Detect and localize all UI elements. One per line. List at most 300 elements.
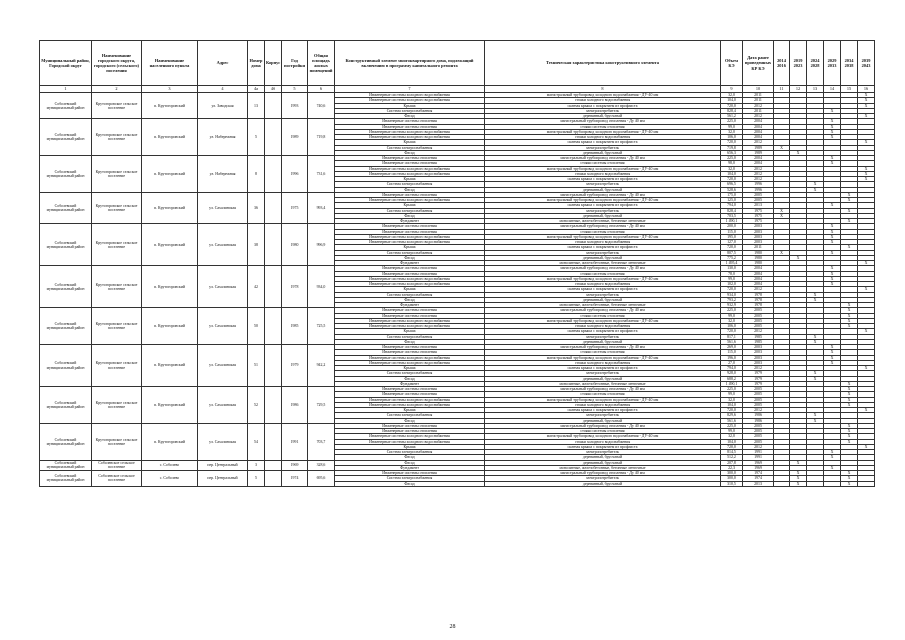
last-repair-cell: 1979 [743, 376, 774, 381]
column-number: 4 [198, 86, 248, 93]
last-repair-cell: 2005 [743, 392, 774, 397]
period-2024-cell: X [807, 182, 824, 187]
element-cell: Крыша [335, 177, 485, 182]
volume-cell: 720,0 [721, 329, 743, 334]
period-2039-cell: X [858, 166, 875, 171]
last-repair-cell: 2003 [743, 234, 774, 239]
characteristic-cell: монолитные, железобетонные, бетонные ленточные [485, 465, 721, 470]
corpus-cell [265, 308, 282, 345]
period-2034-cell: X [841, 387, 858, 392]
district-cell: Соболевский муниципальный район [40, 266, 92, 308]
last-repair-cell: 2012 [743, 329, 774, 334]
period-2029-cell: X [824, 129, 841, 134]
characteristic-cell: монолитные, железобетонные, бетонные ленточные [485, 381, 721, 386]
corpus-cell [265, 156, 282, 193]
element-cell: Фасад [335, 114, 485, 119]
element-cell: Инженерные системы отопления [335, 423, 485, 428]
volume-cell: 115,0 [721, 350, 743, 355]
characteristic-cell: скатная крыша с покрытием из профлиста [485, 177, 721, 182]
volume-cell: 696,5 [721, 182, 743, 187]
characteristic-cell: электропотребитель [485, 145, 721, 150]
period-2029-cell: X [824, 161, 841, 166]
house-number-cell: 54 [248, 423, 265, 460]
volume-cell: 928,0 [721, 371, 743, 376]
last-repair-cell: 2003 [743, 229, 774, 234]
period-2019-cell: X [790, 481, 807, 486]
characteristic-cell: деревянный, брусчатый [485, 187, 721, 192]
characteristic-cell: электропотребитель [485, 371, 721, 376]
element-cell: Инженерные системы отопления [335, 119, 485, 124]
element-cell: Инженерные системы холодного водоснабжения [335, 135, 485, 140]
district-cell: Соболевский муниципальный район [40, 423, 92, 460]
element-cell: Фасад [335, 255, 485, 260]
settlement-cell: Крутогоровское сельское поселение [92, 308, 142, 345]
period-2024-cell: X [807, 418, 824, 423]
corpus-cell [265, 192, 282, 224]
last-repair-cell: 2012 [743, 287, 774, 292]
volume-cell: 703,5 [721, 213, 743, 218]
characteristic-cell: скатная крыша с покрытием из профлиста [485, 203, 721, 208]
element-cell: Фундамент [335, 381, 485, 386]
characteristic-cell: электропотребитель [485, 334, 721, 339]
characteristic-cell: монолитные, железобетонные, бетонные ленточные [485, 219, 721, 224]
element-cell: Фасад [335, 376, 485, 381]
characteristic-cell: магистральный трубопровод отопления - Ду 40 мм [485, 387, 721, 392]
period-2024-cell: X [807, 292, 824, 297]
last-repair-cell: 1974 [743, 471, 774, 476]
period-2039-cell: X [858, 366, 875, 371]
locality-cell: п. Крутогоровский [142, 224, 198, 266]
period-2029-cell: X [824, 240, 841, 245]
characteristic-cell: стояки холодного водоснабжения [485, 360, 721, 365]
period-2034-cell: X [841, 476, 858, 481]
characteristic-cell: скатная крыша с покрытием из профлиста [485, 366, 721, 371]
column-number: 13 [807, 86, 824, 93]
volume-cell: 814,5 [721, 450, 743, 455]
period-2034-cell: X [841, 397, 858, 402]
last-repair-cell: 1986 [743, 418, 774, 423]
characteristic-cell: деревянный, брусчатый [485, 481, 721, 486]
last-repair-cell: 2011 [743, 108, 774, 113]
period-2029-cell: X [824, 234, 841, 239]
element-cell: Инженерные системы отопления [335, 308, 485, 313]
last-repair-cell: 1969 [743, 465, 774, 470]
element-cell: Фасад [335, 455, 485, 460]
district-cell: Соболевский муниципальный район [40, 224, 92, 266]
last-repair-cell: 2005 [743, 308, 774, 313]
column-number: 5 [282, 86, 308, 93]
volume-cell: 32,0 [721, 434, 743, 439]
volume-cell: 225,0 [721, 387, 743, 392]
element-cell: Инженерные системы холодного водоснабжения [335, 360, 485, 365]
volume-cell: 104,0 [721, 402, 743, 407]
characteristic-cell: стояки холодного водоснабжения [485, 402, 721, 407]
last-repair-cell: 2004 [743, 161, 774, 166]
characteristic-cell: электропотребитель [485, 292, 721, 297]
volume-cell: 99,0 [721, 276, 743, 281]
period-2034-cell: X [841, 402, 858, 407]
settlement-cell: Крутогоровское сельское поселение [92, 156, 142, 193]
program-table-sheet [39, 40, 874, 487]
period-2019-cell: X [790, 476, 807, 481]
last-repair-cell: 2005 [743, 313, 774, 318]
period-2034-cell: X [841, 313, 858, 318]
characteristic-cell: монолитные, железобетонные, бетонные ленточные [485, 261, 721, 266]
volume-cell: 688,2 [721, 376, 743, 381]
last-repair-cell: 2012 [743, 444, 774, 449]
corpus-cell [265, 460, 282, 471]
period-2029-cell: X [824, 108, 841, 113]
volume-cell: 828,4 [721, 108, 743, 113]
volume-cell: 225,0 [721, 156, 743, 161]
last-repair-cell: 1985 [743, 339, 774, 344]
characteristic-cell: электропотребитель [485, 108, 721, 113]
element-cell: Инженерные системы отопления [335, 350, 485, 355]
year-built-cell: 1989 [282, 119, 308, 156]
area-cell: 729,5 [308, 387, 335, 424]
volume-cell: 175,0 [721, 192, 743, 197]
settlement-cell: Крутогоровское сельское поселение [92, 423, 142, 460]
element-cell: Система электроснабжения [335, 182, 485, 187]
element-cell: Инженерные системы холодного водоснабжения [335, 434, 485, 439]
capital-repair-table [39, 40, 875, 487]
last-repair-cell: 2005 [743, 429, 774, 434]
characteristic-cell: деревянный, брусчатый [485, 150, 721, 155]
area-cell: 942,2 [308, 345, 335, 387]
element-cell: Система электроснабжения [335, 476, 485, 481]
column-number: 8 [485, 86, 721, 93]
period-2039-cell: X [858, 140, 875, 145]
last-repair-cell: 1980 [743, 261, 774, 266]
last-repair-cell: 2005 [743, 439, 774, 444]
settlement-cell: Крутогоровское сельское поселение [92, 119, 142, 156]
last-repair-cell: 2004 [743, 276, 774, 281]
year-built-cell: 1979 [282, 345, 308, 387]
volume-cell: 32,0 [721, 129, 743, 134]
element-cell: Инженерные системы холодного водоснабжения [335, 93, 485, 98]
characteristic-cell: магистральный трубопровод холодного водоснабжения - ДУ-40 мм [485, 93, 721, 98]
volume-cell: 99,0 [721, 313, 743, 318]
district-cell: Соболевский муниципальный район [40, 93, 92, 119]
house-number-cell: 5 [248, 471, 265, 487]
period-2024-cell: X [807, 413, 824, 418]
characteristic-cell: магистральный трубопровод отопления - Ду 40 мм [485, 423, 721, 428]
period-2034-cell: X [841, 303, 858, 308]
last-repair-cell: 1986 [743, 413, 774, 418]
volume-cell: 656,3 [721, 150, 743, 155]
column-number: 11 [774, 86, 790, 93]
volume-cell: 794,0 [721, 366, 743, 371]
period-2029-cell: X [824, 229, 841, 234]
corpus-cell [265, 471, 282, 487]
last-repair-cell: 2004 [743, 135, 774, 140]
element-cell: Инженерные системы отопления [335, 345, 485, 350]
last-repair-cell: 2004 [743, 266, 774, 271]
volume-cell: 310,5 [721, 481, 743, 486]
volume-cell: 104,0 [721, 171, 743, 176]
characteristic-cell: электропотребитель [485, 450, 721, 455]
year-built-cell: 1980 [282, 224, 308, 266]
last-repair-cell: 2005 [743, 434, 774, 439]
characteristic-cell: электропотребитель [485, 250, 721, 255]
element-cell: Инженерные системы отопления [335, 192, 485, 197]
element-cell: Крыша [335, 444, 485, 449]
characteristic-cell: магистральный трубопровод холодного водоснабжения - ДУ-40 мм [485, 198, 721, 203]
period-2019-cell: X [790, 150, 807, 155]
element-cell: Система электроснабжения [335, 145, 485, 150]
last-repair-cell: 1991 [743, 450, 774, 455]
column-number: 1 [40, 86, 92, 93]
characteristic-cell: магистральный трубопровод холодного водоснабжения - ДУ-40 мм [485, 129, 721, 134]
element-cell: Крыша [335, 408, 485, 413]
house-number-cell: 50 [248, 308, 265, 345]
characteristic-cell: стояки холодного водоснабжения [485, 171, 721, 176]
last-repair-cell: 1985 [743, 334, 774, 339]
characteristic-cell: магистральный трубопровод холодного водоснабжения - ДУ-40 мм [485, 397, 721, 402]
period-2039-cell: X [858, 444, 875, 449]
volume-cell: 720,0 [721, 245, 743, 250]
characteristic-cell: стояки системы отопления [485, 429, 721, 434]
period-2034-cell: X [841, 439, 858, 444]
element-cell: Система электроснабжения [335, 450, 485, 455]
volume-cell: 22,3 [721, 465, 743, 470]
volume-cell: 195,0 [721, 234, 743, 239]
last-repair-cell: 2003 [743, 350, 774, 355]
element-cell: Инженерные системы холодного водоснабжения [335, 166, 485, 171]
house-number-cell: 52 [248, 387, 265, 424]
last-repair-cell: 2005 [743, 397, 774, 402]
last-repair-cell: 2012 [743, 166, 774, 171]
characteristic-cell: магистральный трубопровод отопления - Ду 40 мм [485, 224, 721, 229]
period-2039-cell: X [858, 261, 875, 266]
column-header: 2014 2016 [774, 41, 790, 86]
last-repair-cell: 1975 [743, 213, 774, 218]
characteristic-cell: электропотребитель [485, 476, 721, 481]
element-cell: Инженерные системы холодного водоснабжения [335, 234, 485, 239]
period-2029-cell: X [824, 203, 841, 208]
year-built-cell: 1993 [282, 93, 308, 119]
column-header: Дата ранее проведенных КР КЭ [743, 41, 774, 86]
corpus-cell [265, 119, 282, 156]
element-cell: Фасад [335, 418, 485, 423]
period-2039-cell: X [858, 329, 875, 334]
characteristic-cell: деревянный, брусчатый [485, 255, 721, 260]
last-repair-cell: 2004 [743, 156, 774, 161]
period-2029-cell: X [824, 119, 841, 124]
address-cell: ул. Сахалинская [198, 266, 248, 308]
last-repair-cell: 2004 [743, 124, 774, 129]
last-repair-cell: 1969 [743, 460, 774, 465]
year-built-cell: 1996 [282, 156, 308, 193]
element-cell: Фасад [335, 150, 485, 155]
element-cell: Инженерные системы отопления [335, 429, 485, 434]
volume-cell: 720,0 [721, 287, 743, 292]
characteristic-cell: магистральный трубопровод отопления - Ду 40 мм [485, 266, 721, 271]
last-repair-cell: 2005 [743, 192, 774, 197]
district-cell: Соболевский муниципальный район [40, 119, 92, 156]
period-2039-cell: X [858, 177, 875, 182]
settlement-cell: Крутогоровское сельское поселение [92, 387, 142, 424]
last-repair-cell: 2004 [743, 119, 774, 124]
element-cell: Фундамент [335, 261, 485, 266]
volume-cell: 104,0 [721, 439, 743, 444]
element-cell: Инженерные системы отопления [335, 392, 485, 397]
element-cell: Инженерные системы отопления [335, 313, 485, 318]
column-number: 6 [308, 86, 335, 93]
element-cell: Инженерные системы холодного водоснабжения [335, 318, 485, 323]
element-cell: Крыша [335, 329, 485, 334]
volume-cell: 99,0 [721, 124, 743, 129]
last-repair-cell: 1989 [743, 150, 774, 155]
element-cell: Фасад [335, 297, 485, 302]
last-repair-cell: 1975 [743, 208, 774, 213]
locality-cell: п. Крутогоровский [142, 423, 198, 460]
column-number: 7 [335, 86, 485, 93]
last-repair-cell: 1978 [743, 297, 774, 302]
area-cell: 996,9 [308, 224, 335, 266]
year-built-cell: 1986 [282, 387, 308, 424]
period-2029-cell: X [824, 455, 841, 460]
period-2034-cell: X [841, 308, 858, 313]
address-cell: ул. Набережная [198, 156, 248, 193]
period-2039-cell [858, 481, 875, 486]
element-cell: Система электроснабжения [335, 413, 485, 418]
volume-cell: 1 495,4 [721, 261, 743, 266]
last-repair-cell: 2003 [743, 224, 774, 229]
last-repair-cell: 2013 [743, 481, 774, 486]
characteristic-cell: стояки системы отопления [485, 161, 721, 166]
period-2029-cell: X [824, 266, 841, 271]
characteristic-cell: стояки холодного водоснабжения [485, 282, 721, 287]
characteristic-cell: электропотребитель [485, 182, 721, 187]
period-2039-cell: X [858, 287, 875, 292]
element-cell: Фундамент [335, 219, 485, 224]
characteristic-cell: деревянный, брусчатый [485, 213, 721, 218]
element-cell: Система электроснабжения [335, 250, 485, 255]
element-cell: Инженерные системы холодного водоснабжения [335, 129, 485, 134]
characteristic-cell: электропотребитель [485, 208, 721, 213]
district-cell: Соболевский муниципальный район [40, 345, 92, 387]
district-cell: Соболевский муниципальный район [40, 387, 92, 424]
volume-cell: 720,0 [721, 408, 743, 413]
corpus-cell [265, 387, 282, 424]
volume-cell: 32,0 [721, 397, 743, 402]
last-repair-cell: 1989 [743, 145, 774, 150]
house-number-cell: 3 [248, 460, 265, 471]
page-number: 28 [449, 624, 456, 630]
address-cell: ул. Сахалинская [198, 308, 248, 345]
volume-cell: 300,0 [721, 476, 743, 481]
area-cell: 703,7 [308, 423, 335, 460]
volume-cell: 99,0 [721, 429, 743, 434]
element-cell: Инженерные системы холодного водоснабжения [335, 171, 485, 176]
period-2034-cell: X [841, 434, 858, 439]
locality-cell: п. Крутогоровский [142, 119, 198, 156]
last-repair-cell: 1996 [743, 187, 774, 192]
period-2014-cell [774, 481, 790, 486]
period-2034-cell: X [841, 381, 858, 386]
period-2034-cell: X [841, 208, 858, 213]
period-2034-cell: X [841, 324, 858, 329]
volume-cell: 720,0 [721, 140, 743, 145]
characteristic-cell: стояки системы отопления [485, 271, 721, 276]
characteristic-cell: магистральный трубопровод отопления - Ду 40 мм [485, 192, 721, 197]
period-2014-cell: X [774, 213, 790, 218]
address-cell: пер. Центральный [198, 460, 248, 471]
column-number: 16 [858, 86, 875, 93]
column-header: Год постройки [282, 41, 308, 86]
element-cell: Инженерные системы отопления [335, 124, 485, 129]
element-cell: Инженерные системы отопления [335, 161, 485, 166]
column-header: Объем КЭ [721, 41, 743, 86]
last-repair-cell: 1979 [743, 371, 774, 376]
volume-cell: 719,8 [721, 145, 743, 150]
column-number: 15 [841, 86, 858, 93]
element-cell: Инженерные системы отопления [335, 229, 485, 234]
last-repair-cell: 1991 [743, 455, 774, 460]
locality-cell: с. Соболево [142, 471, 198, 487]
last-repair-cell: 2012 [743, 408, 774, 413]
column-header: Корпус [265, 41, 282, 86]
characteristic-cell: магистральный трубопровод холодного водоснабжения - ДУ-40 мм [485, 355, 721, 360]
period-2029-cell: X [824, 135, 841, 140]
area-cell: 695,6 [308, 471, 335, 487]
volume-cell: 775,2 [721, 255, 743, 260]
volume-cell: 115,0 [721, 229, 743, 234]
element-cell: Инженерные системы отопления [335, 156, 485, 161]
column-header: 2034 2038 [841, 41, 858, 86]
last-repair-cell: 2011 [743, 93, 774, 98]
period-2039-cell: X [858, 408, 875, 413]
period-2034-cell: X [841, 219, 858, 224]
period-2029-cell: X [824, 345, 841, 350]
period-2029-cell: X [824, 282, 841, 287]
element-cell: Фасад [335, 481, 485, 486]
last-repair-cell: 2012 [743, 114, 774, 119]
column-header: Техническая характеристика конструктивного элемента [485, 41, 721, 86]
column-header: 2024 2028 [807, 41, 824, 86]
element-cell: Система электроснабжения [335, 371, 485, 376]
address-cell: ул. Сахалинская [198, 345, 248, 387]
characteristic-cell: стояки холодного водоснабжения [485, 135, 721, 140]
volume-cell: 130,0 [721, 266, 743, 271]
element-cell: Инженерные системы холодного водоснабжения [335, 402, 485, 407]
period-2024-cell: X [807, 334, 824, 339]
element-cell: Система электроснабжения [335, 292, 485, 297]
house-number-cell: 51 [248, 345, 265, 387]
column-header: Муниципальный район, Городской округ [40, 41, 92, 86]
characteristic-cell: магистральный трубопровод холодного водоснабжения - ДУ-40 мм [485, 318, 721, 323]
period-2034-cell: X [841, 245, 858, 250]
corpus-cell [265, 423, 282, 460]
period-2034-cell: X [841, 318, 858, 323]
characteristic-cell: магистральный трубопровод холодного водоснабжения - ДУ-40 мм [485, 276, 721, 281]
district-cell: Соболевский муниципальный район [40, 192, 92, 224]
area-cell: 725,5 [308, 308, 335, 345]
characteristic-cell: электропотребитель [485, 413, 721, 418]
characteristic-cell: магистральный трубопровод холодного водоснабжения - ДУ-40 мм [485, 234, 721, 239]
settlement-cell: Крутогоровское сельское поселение [92, 266, 142, 308]
volume-cell: 1 490,1 [721, 381, 743, 386]
period-2024-cell [807, 481, 824, 486]
period-2029-cell: X [824, 360, 841, 365]
volume-cell: 225,0 [721, 308, 743, 313]
area-cell: 731,6 [308, 156, 335, 193]
characteristic-cell: стояки холодного водоснабжения [485, 98, 721, 103]
area-cell: 993,4 [308, 192, 335, 224]
element-cell: Инженерные системы отопления [335, 387, 485, 392]
volume-cell: 828,4 [721, 208, 743, 213]
